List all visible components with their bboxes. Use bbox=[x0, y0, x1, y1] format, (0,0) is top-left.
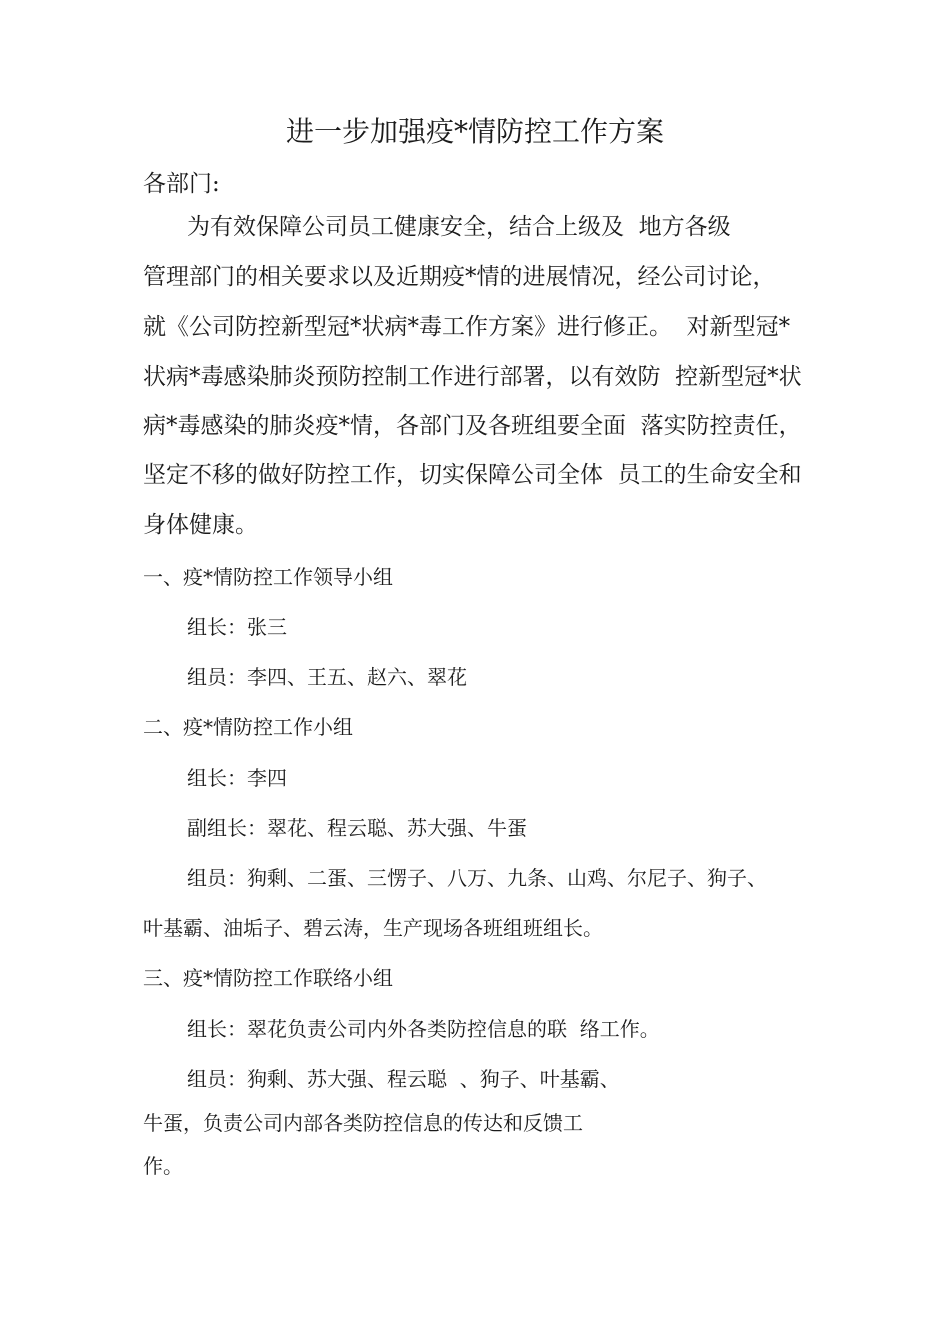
intro-line-7: 身体健康。 bbox=[143, 512, 258, 538]
salutation: 各部门: bbox=[143, 171, 220, 197]
intro-line-5: 病*毒感染的肺炎疫*情，各部门及各班组要全面 落实防控责任， bbox=[143, 413, 802, 439]
section-1-leader: 组长：张三 bbox=[187, 615, 287, 639]
section-2-leader: 组长：李四 bbox=[187, 766, 287, 790]
intro-line-2: 管理部门的相关要求以及近期疫*情的进展情况，经公司讨论， bbox=[143, 264, 776, 290]
intro-line-1: 为有效保障公司员工健康安全，结合上级及 地方各级 bbox=[187, 214, 731, 240]
section-3-members-line-1: 组员：狗剩、苏大强、程云聪 、狗子、叶基霸、 bbox=[187, 1067, 620, 1091]
section-2-heading: 二、疫*情防控工作小组 bbox=[143, 715, 353, 739]
section-3-heading: 三、疫*情防控工作联络小组 bbox=[143, 966, 393, 990]
section-1-heading: 一、疫*情防控工作领导小组 bbox=[143, 565, 393, 589]
section-2-members-line-1: 组员：狗剩、二蛋、三愣子、八万、九条、山鸡、尔尼子、狗子、 bbox=[187, 866, 767, 890]
section-2-members-line-2: 叶基霸、油垢子、碧云涛，生产现场各班组班组长。 bbox=[143, 916, 603, 940]
intro-line-3: 就《公司防控新型冠*状病*毒工作方案》进行修正。 对新型冠* bbox=[143, 314, 791, 340]
section-1-members: 组员：李四、王五、赵六、翠花 bbox=[187, 665, 467, 689]
section-2-deputy: 副组长：翠花、程云聪、苏大强、牛蛋 bbox=[187, 816, 527, 840]
intro-line-4: 状病*毒感染肺炎预防控制工作进行部署，以有效防 控新型冠*状 bbox=[143, 364, 802, 390]
section-3-leader: 组长：翠花负责公司内外各类防控信息的联 络工作。 bbox=[187, 1017, 660, 1041]
section-3-members-line-3: 作。 bbox=[143, 1154, 183, 1178]
section-3-members-line-2: 牛蛋，负责公司内部各类防控信息的传达和反馈工 bbox=[143, 1111, 583, 1135]
intro-line-6: 坚定不移的做好防控工作，切实保障公司全体 员工的生命安全和 bbox=[143, 462, 802, 488]
document-title: 进一步加强疫*情防控工作方案 bbox=[285, 115, 664, 148]
